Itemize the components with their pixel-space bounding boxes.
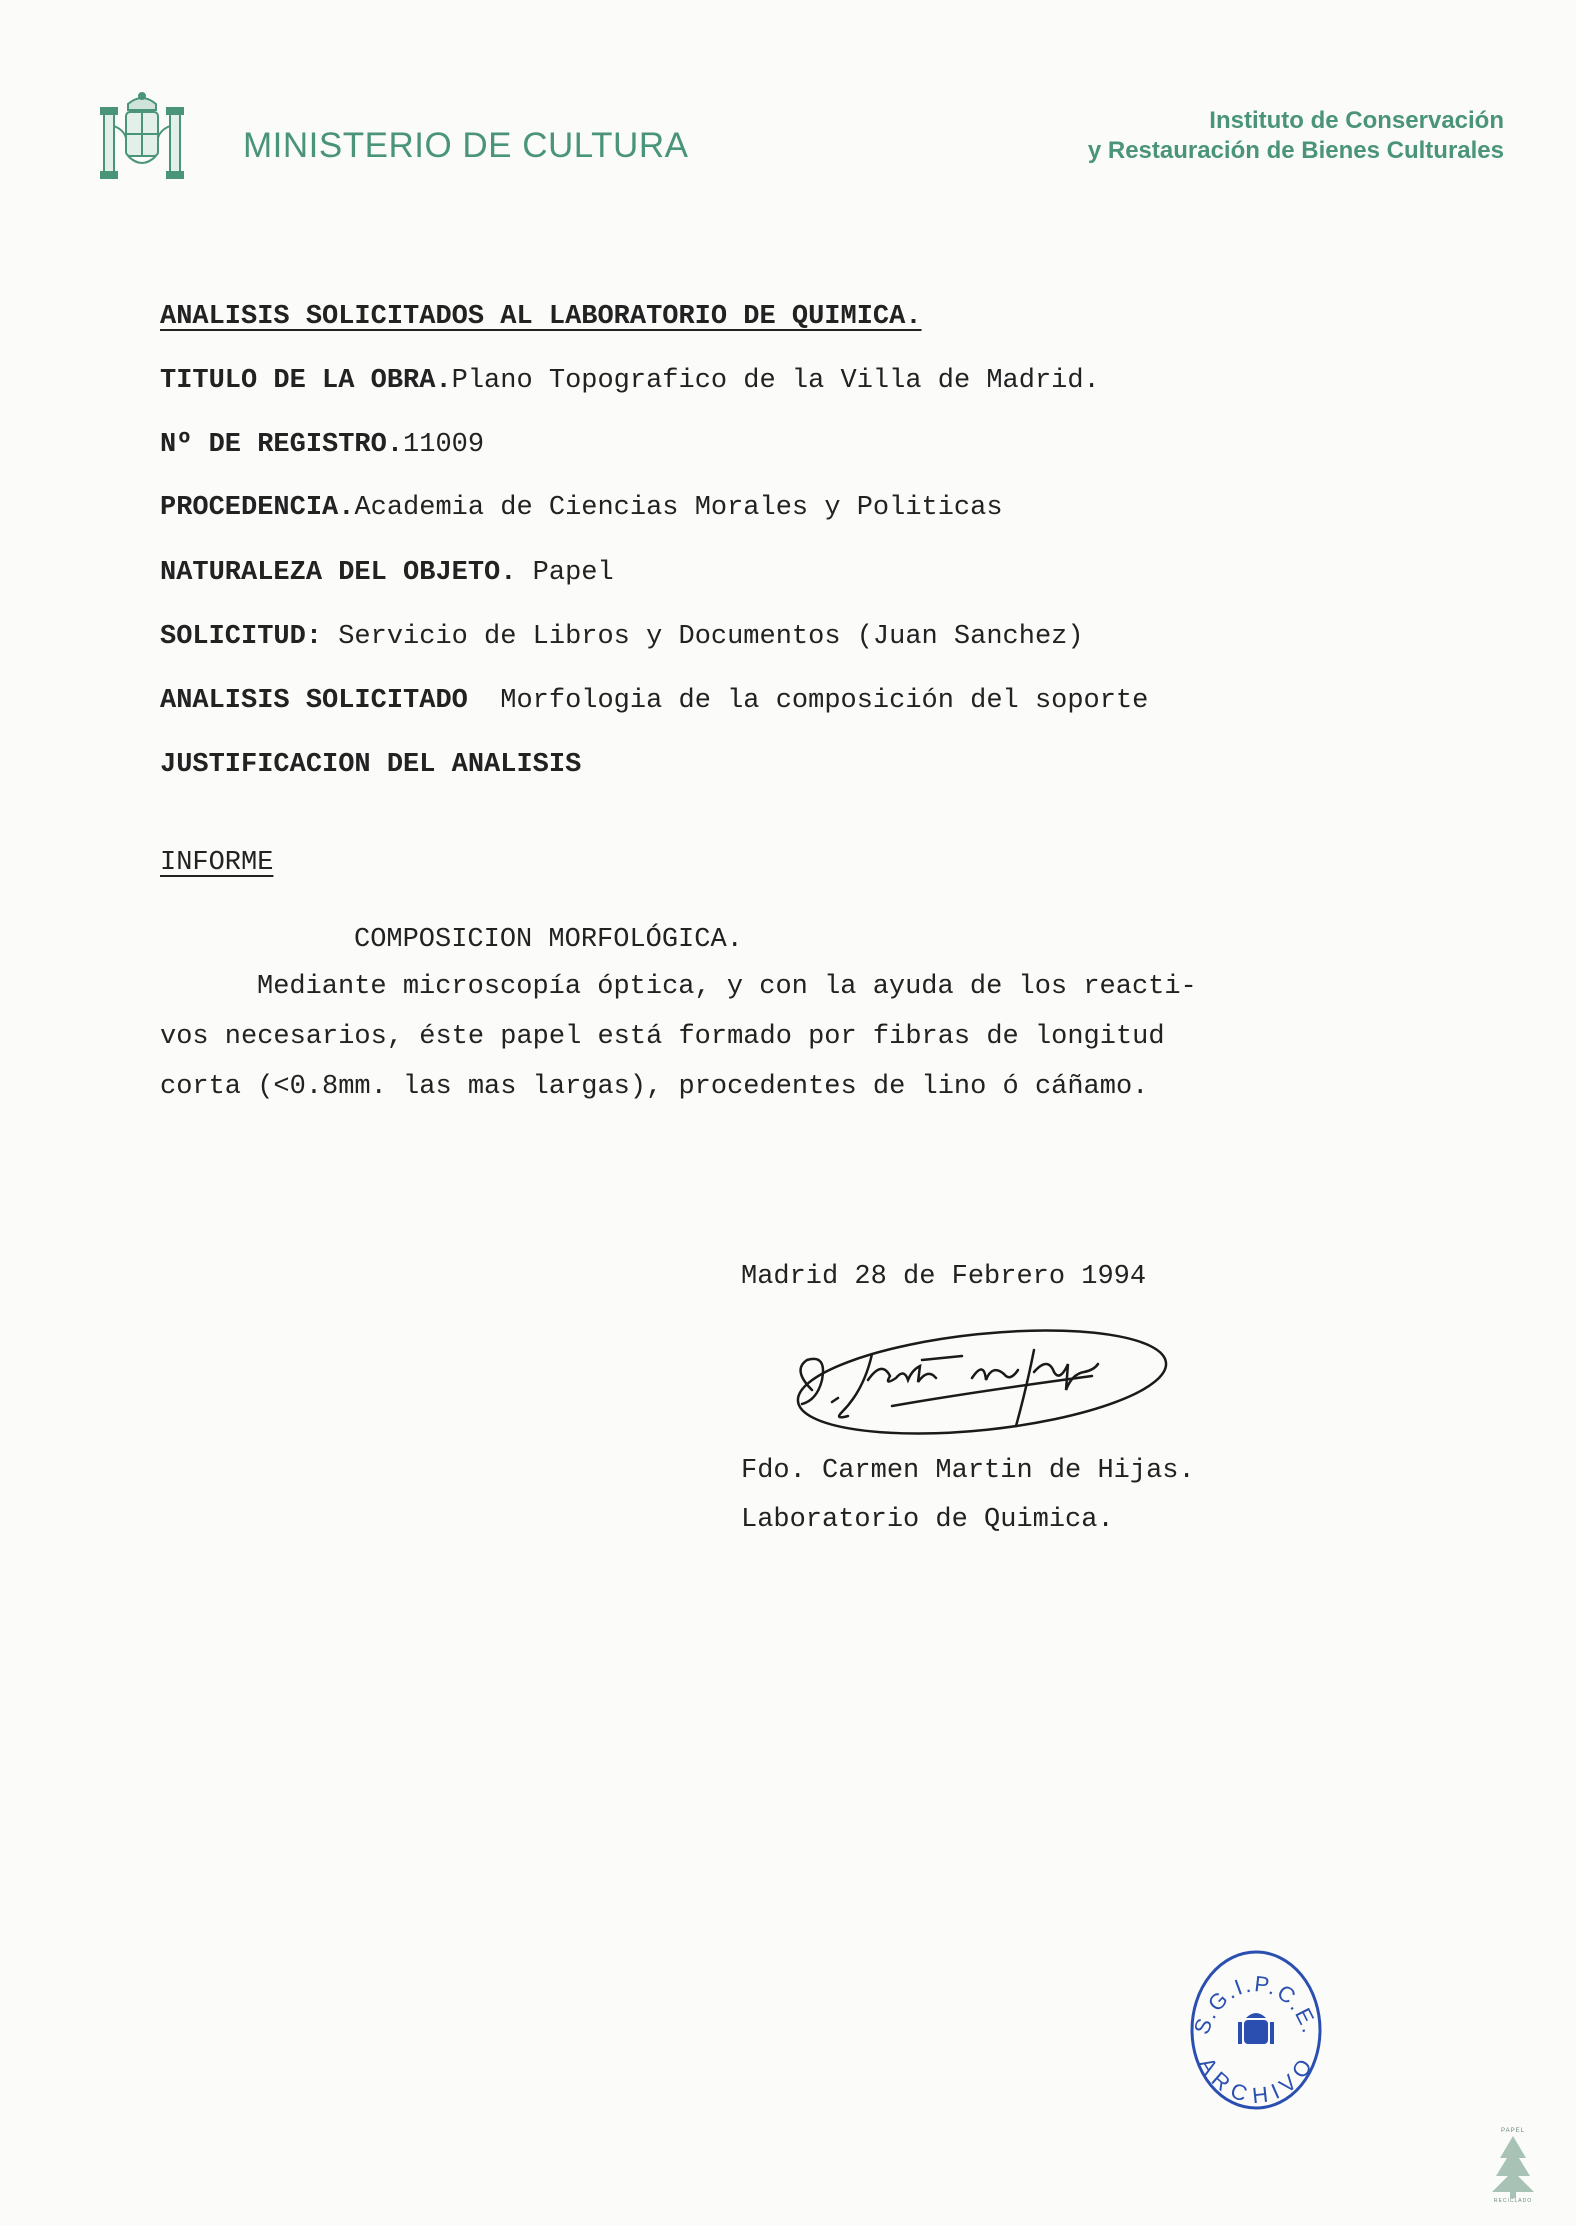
field-value: Papel: [516, 558, 614, 588]
stamp-bottom-text: ARCHIVO: [1193, 2052, 1319, 2109]
paragraph-line: corta (<0.8mm. las mas largas), procedentes de lino ó cáñamo.: [160, 1072, 1149, 1102]
field-label: ANALISIS SOLICITADO: [160, 686, 468, 716]
recycled-top-text: PAPEL: [1501, 2128, 1525, 2134]
field-value: 11009: [403, 430, 485, 460]
coat-of-arms-icon: [98, 90, 186, 182]
paragraph-line: Mediante microscopía óptica, y con la ayuda de los reacti-: [257, 972, 1197, 1002]
field-solicitud: [160, 622, 1084, 652]
field-naturaleza: [160, 558, 614, 588]
field-analisis: [160, 686, 1148, 716]
svg-text:ARCHIVO: [1194, 2053, 1318, 2108]
tree-icon: [1492, 2136, 1534, 2198]
field-label: SOLICITUD:: [160, 622, 323, 652]
document-heading: ANALISIS SOLICITADOS AL LABORATORIO DE QUIMICA.: [160, 302, 922, 332]
stamp-crest-icon: [1238, 2013, 1274, 2044]
field-value: Morfologia de la composición del soporte: [467, 686, 1149, 716]
field-label: TITULO DE LA OBRA.: [160, 366, 452, 396]
field-value: Academia de Ciencias Morales y Politicas: [354, 493, 1003, 523]
recycled-paper-mark: [1478, 2122, 1548, 2202]
paragraph-line: vos necesarios, éste papel está formado por fibras de longitud: [160, 1022, 1165, 1052]
field-procedencia: [160, 493, 1003, 523]
field-registro: [160, 430, 484, 460]
field-justificacion: JUSTIFICACION DEL ANALISIS: [160, 750, 582, 780]
institute-line-1: Instituto de Conservación: [1209, 107, 1504, 134]
field-value: Servicio de Libros y Documentos (Juan Sanchez): [322, 622, 1084, 652]
informe-title: INFORME: [160, 848, 274, 878]
field-titulo: [160, 366, 1100, 396]
field-label: NATURALEZA DEL OBJETO.: [160, 558, 517, 588]
handwritten-signature: [772, 1320, 1172, 1460]
signer-name: Fdo. Carmen Martin de Hijas.: [741, 1456, 1195, 1486]
ministry-name: MINISTERIO DE CULTURA: [243, 126, 689, 165]
document-date: Madrid 28 de Febrero 1994: [741, 1262, 1147, 1292]
stamp-top-text: S.G.I.P.C.E.: [1188, 1970, 1324, 2038]
institute-name: [1088, 106, 1504, 166]
composition-title: COMPOSICION MORFOLÓGICA.: [354, 925, 743, 955]
archive-stamp: [1186, 1946, 1326, 2114]
field-label: PROCEDENCIA.: [160, 493, 355, 523]
institute-line-2: y Restauración de Bienes Culturales: [1087, 137, 1504, 164]
field-label: Nº DE REGISTRO.: [160, 430, 404, 460]
recycled-bottom-text: RECICLADO: [1493, 2198, 1533, 2202]
department-name: Laboratorio de Quimica.: [741, 1505, 1114, 1535]
field-value: Plano Topografico de la Villa de Madrid.: [451, 366, 1100, 396]
